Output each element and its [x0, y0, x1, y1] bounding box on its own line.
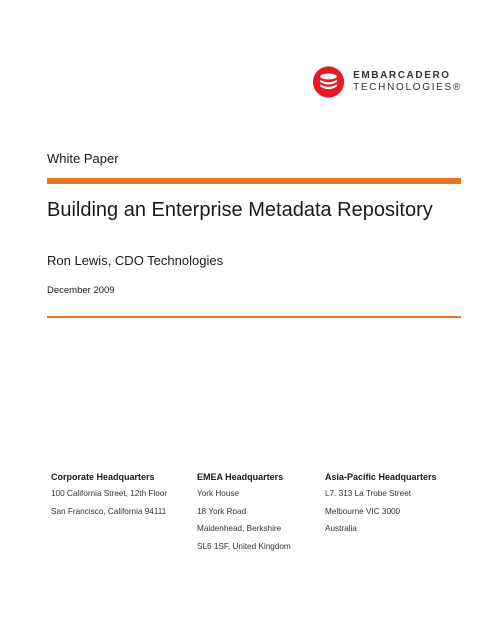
office-addresses	[51, 471, 471, 571]
address-line: York House	[197, 489, 240, 498]
address-line: 18 York Road	[197, 506, 247, 516]
office-heading: EMEA Headquarters	[197, 472, 284, 482]
address-line: Melbourne VIC 3000	[325, 506, 401, 516]
address-line: SL6 1SF, United Kingdom	[197, 541, 291, 551]
address-line: Maidenhead, Berkshire	[197, 524, 282, 534]
document-author: Ron Lewis, CDO Technologies	[47, 253, 224, 268]
document-type: White Paper	[47, 151, 119, 166]
logo-wordmark-line1: EMBARCADERO	[353, 70, 451, 81]
embarcadero-logo	[312, 62, 462, 102]
embarcadero-database-icon	[312, 64, 345, 100]
bottom-accent-rule	[47, 316, 461, 318]
office-emea-hq	[197, 471, 291, 558]
office-corporate-hq	[51, 471, 167, 523]
logo-wordmark	[353, 70, 462, 94]
office-heading: Asia-Pacific Headquarters	[325, 472, 437, 482]
document-date: December 2009	[47, 285, 115, 296]
office-heading: Corporate Headquarters	[51, 472, 155, 482]
address-line: 100 California Street, 12th Floor	[51, 489, 168, 498]
address-line: San Francisco, California 94111	[51, 506, 167, 516]
top-accent-rule	[47, 178, 461, 184]
logo-wordmark-line2: TECHNOLOGIES®	[353, 82, 462, 93]
document-title: Building an Enterprise Metadata Repository	[47, 199, 433, 221]
address-line: L7. 313 La Trobe Street	[325, 489, 412, 498]
office-apac-hq	[325, 471, 437, 541]
address-line: Australia	[325, 524, 357, 534]
